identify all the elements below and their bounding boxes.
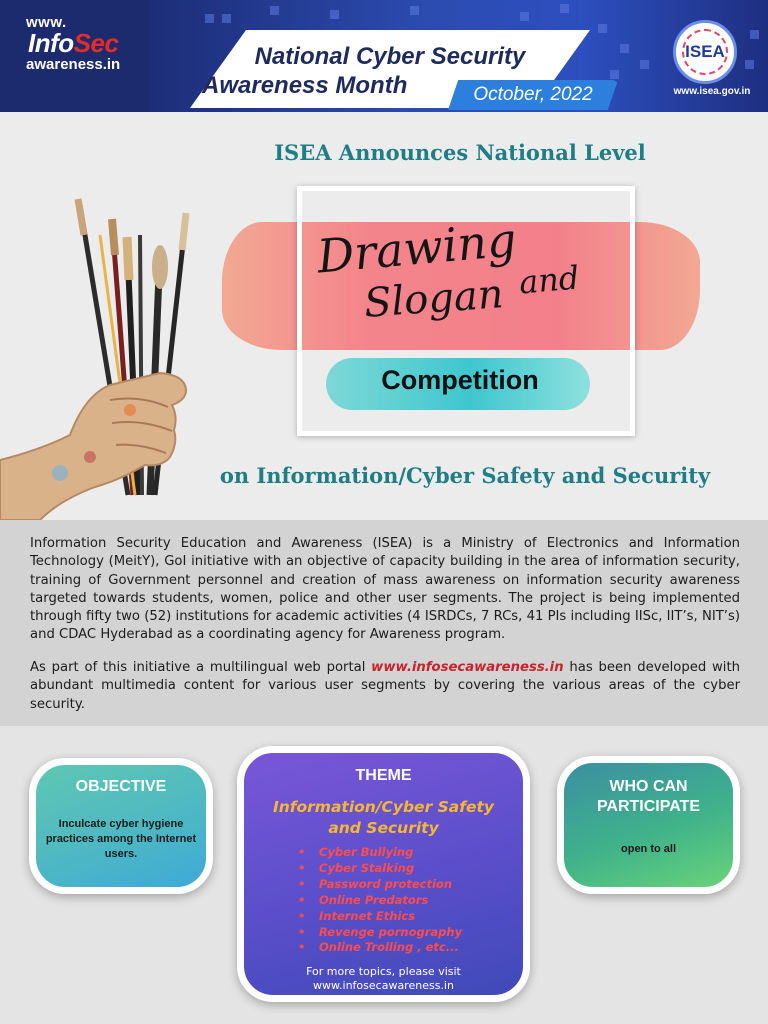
isea-url-link[interactable]: www.isea.gov.in bbox=[673, 86, 751, 97]
hand-icon bbox=[0, 373, 186, 520]
pixel-decoration bbox=[750, 30, 759, 39]
pixel-decoration bbox=[598, 24, 607, 33]
theme-topic-item: • Password protection bbox=[296, 877, 516, 893]
theme-topic-item: • Cyber Bullying bbox=[296, 845, 516, 861]
theme-topic-item: • Cyber Stalking bbox=[296, 861, 516, 877]
pixel-decoration bbox=[610, 70, 619, 79]
pixel-decoration bbox=[745, 60, 754, 69]
pixel-decoration bbox=[330, 10, 339, 19]
portal-text-after: has been developed with abundant multimedia content for various user segments by covering the various areas of the cyber security. bbox=[30, 660, 740, 712]
logo-www-text: www. bbox=[26, 14, 67, 31]
theme-topic-item: • Internet Ethics bbox=[296, 909, 516, 925]
title-line-2: Awareness Month bbox=[202, 72, 408, 99]
competition-label: Competition bbox=[381, 365, 539, 395]
who-heading-line-2: PARTICIPATE bbox=[596, 798, 701, 815]
theme-title: Information/Cyber Safety and Security bbox=[272, 798, 495, 837]
who-heading bbox=[557, 777, 740, 817]
theme-footer bbox=[262, 965, 505, 993]
isea-logo-text: ISEA bbox=[685, 42, 725, 61]
theme-topic-item: • Online Trolling , etc... bbox=[296, 940, 516, 956]
pixel-decoration bbox=[222, 14, 231, 23]
pixel-decoration bbox=[410, 6, 419, 15]
theme-topic-list bbox=[296, 845, 516, 956]
script-word-and: and bbox=[517, 258, 581, 302]
objective-heading: OBJECTIVE bbox=[75, 778, 167, 795]
pixel-decoration bbox=[620, 44, 629, 53]
who-text: open to all bbox=[621, 843, 676, 855]
who-heading-line-1: WHO CAN bbox=[609, 778, 688, 795]
script-word-drawing: Drawing bbox=[315, 212, 519, 284]
objective-text: Inculcate cyber hygiene practices among the Internet users. bbox=[45, 818, 197, 860]
competition-subtitle: on Information/Cyber Safety and Security bbox=[219, 463, 711, 488]
pixel-decoration bbox=[270, 6, 279, 15]
portal-text-before: As part of this initiative a multilingual web portal bbox=[30, 660, 372, 675]
announcement-heading: ISEA Announces National Level bbox=[274, 140, 646, 165]
logo-infosec-text bbox=[28, 28, 118, 59]
theme-footer-link[interactable]: www.infosecawareness.in bbox=[313, 979, 454, 992]
logo-info-part: Info bbox=[28, 28, 74, 58]
isea-logo[interactable] bbox=[673, 20, 737, 84]
pixel-decoration bbox=[560, 4, 569, 13]
pixel-decoration bbox=[205, 14, 214, 23]
isea-description: Information Security Education and Awareness (ISEA) is a Ministry of Electronics and Information Technology (MeitY), GoI initiative with an objective of capacity building in the area of information security, training of Government personnel and creation of mass awareness on information security awareness targeted towards students, women, police and other user segments. The project is being implemented through fifty two (52) institutions for academic activities (4 ISRDCs, 7 RCs, 41 PIs including IISc, IIT’s, NIT’s) and CDAC Hyderabad as a coordinating agency for Awareness program. bbox=[30, 536, 740, 643]
logo-awareness-text: awareness.in bbox=[26, 56, 121, 73]
infosec-logo[interactable] bbox=[18, 14, 168, 76]
pixel-decoration bbox=[520, 12, 529, 21]
theme-heading: THEME bbox=[355, 767, 412, 784]
pixel-decoration bbox=[640, 60, 649, 69]
logo-sec-part: Sec bbox=[73, 28, 119, 58]
portal-link[interactable]: www.infosecawareness.in bbox=[371, 660, 564, 675]
script-word-slogan: Slogan bbox=[362, 271, 505, 327]
theme-topic-item: • Revenge pornography bbox=[296, 925, 516, 941]
theme-footer-text: For more topics, please visit bbox=[306, 965, 461, 978]
date-label: October, 2022 bbox=[473, 84, 593, 105]
title-line-1: National Cyber Security bbox=[254, 43, 526, 70]
theme-topic-item: • Online Predators bbox=[296, 893, 516, 909]
portal-description bbox=[30, 659, 740, 714]
